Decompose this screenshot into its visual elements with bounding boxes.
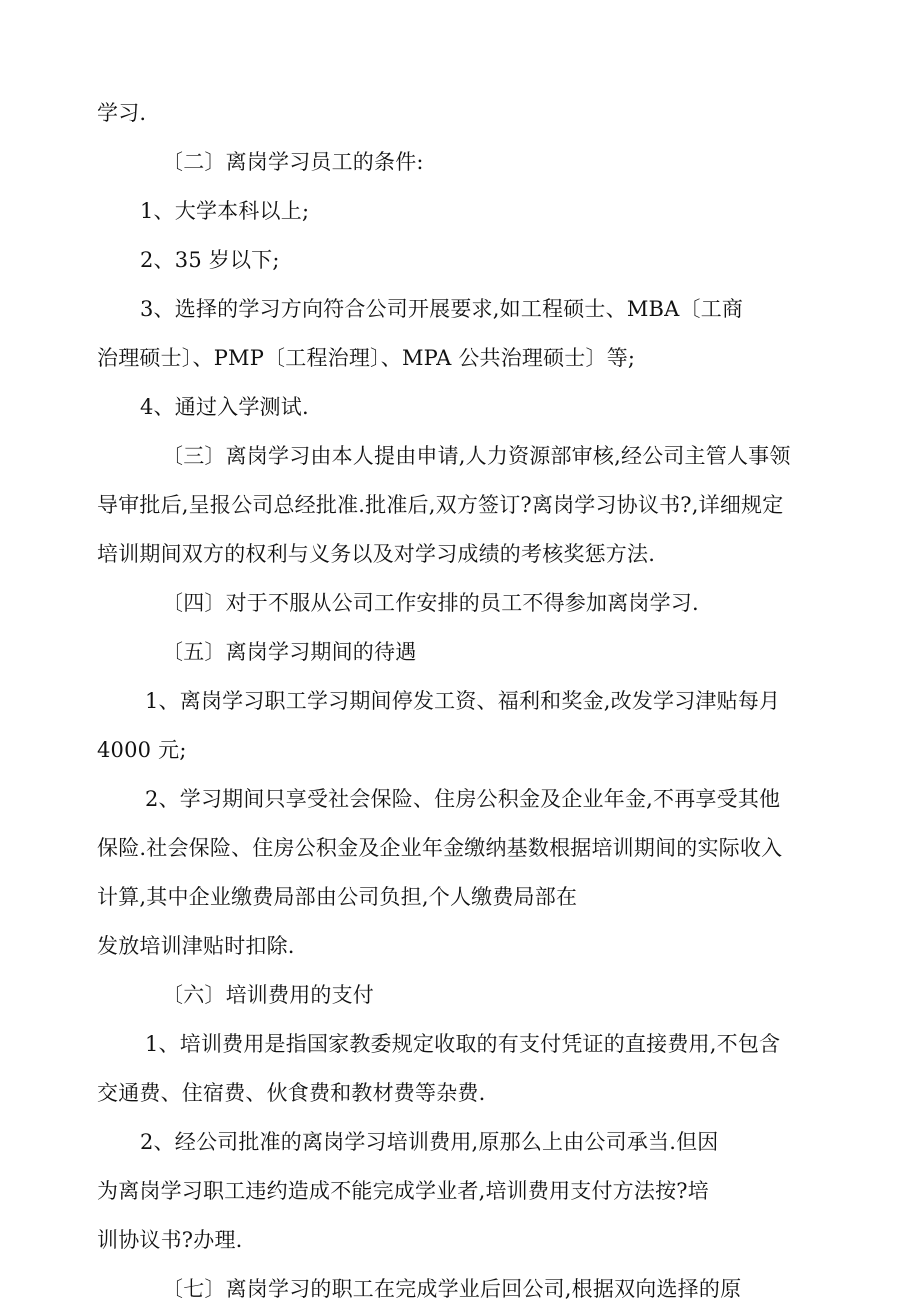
list-item: 1、大学本科以上;: [140, 199, 310, 223]
list-item: 1、培训费用是指国家教委规定收取的有支付凭证的直接费用,不包含: [145, 1032, 781, 1056]
text-line: 保险.社会保险、住房公积金及企业年金缴纳基数根据培训期间的实际收入: [97, 836, 783, 860]
text-line: 为离岗学习职工违约造成不能完成学业者,培训费用支付方法按?培: [97, 1179, 709, 1203]
section-heading: 〔六〕培训费用的支付: [162, 983, 374, 1007]
section-heading: 〔二〕离岗学习员工的条件:: [162, 150, 424, 174]
section-heading: 〔五〕离岗学习期间的待遇: [162, 640, 417, 664]
section-heading: 〔三〕离岗学习由本人提由申请,人力资源部审核,经公司主管人事领: [162, 444, 791, 468]
text-line: 治理硕士〕、PMP〔工程治理〕、MPA 公共治理硕士〕等;: [97, 346, 636, 370]
section-heading: 〔七〕离岗学习的职工在完成学业后回公司,根据双向选择的原: [162, 1277, 742, 1301]
text-line: 学习.: [97, 101, 147, 125]
list-item: 4、通过入学测试.: [140, 395, 309, 419]
text-line: 发放培训津贴时扣除.: [97, 934, 295, 958]
list-item: 1、离岗学习职工学习期间停发工资、福利和奖金,改发学习津贴每月: [145, 689, 781, 713]
text-line: 训协议书?办理.: [97, 1228, 243, 1252]
list-item: 3、选择的学习方向符合公司开展要求,如工程硕士、MBA〔工商: [140, 297, 744, 321]
text-line: 计算,其中企业缴费局部由公司负担,个人缴费局部在: [97, 885, 578, 909]
list-item: 2、学习期间只享受社会保险、住房公积金及企业年金,不再享受其他: [145, 787, 781, 811]
text-line: 4000 元;: [97, 738, 187, 762]
section-heading: 〔四〕对于不服从公司工作安排的员工不得参加离岗学习.: [162, 591, 699, 615]
list-item: 2、经公司批准的离岗学习培训费用,原那么上由公司承当.但因: [140, 1130, 719, 1154]
text-line: 交通费、住宿费、伙食费和教材费等杂费.: [97, 1081, 486, 1105]
text-line: 导审批后,呈报公司总经批准.批准后,双方签订?离岗学习协议书?,详细规定: [97, 493, 784, 517]
list-item: 2、35 岁以下;: [140, 248, 280, 272]
text-line: 培训期间双方的权利与义务以及对学习成绩的考核奖惩方法.: [97, 542, 656, 566]
